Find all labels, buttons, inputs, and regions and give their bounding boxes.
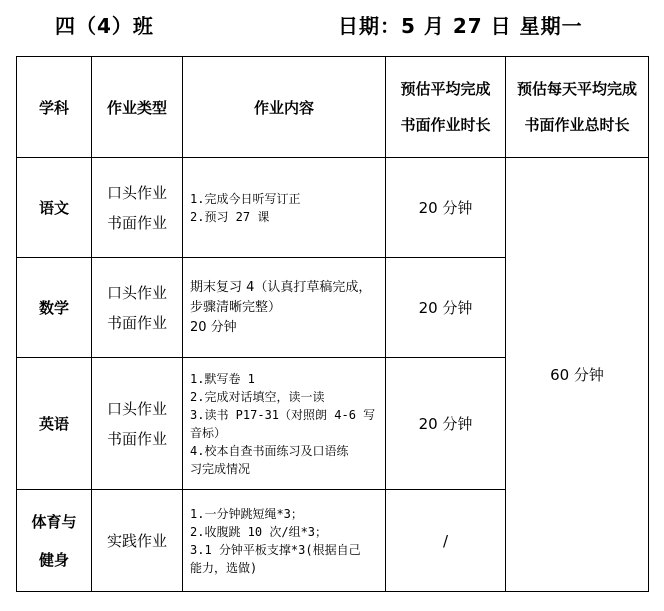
time-cell: /: [386, 490, 506, 592]
type-cell: 实践作业: [92, 490, 183, 592]
content-line: 4.校本自查书面练习及口语练: [190, 443, 349, 458]
subject-cell: 数学: [17, 258, 92, 358]
col-daily-total-line1: 预估每天平均完成: [516, 80, 637, 98]
content-line: 1.默写卷 1: [190, 371, 255, 386]
type-line: 书面作业: [106, 213, 167, 232]
content-line: 2.预习 27 课: [190, 209, 270, 224]
time-cell: 20 分钟: [386, 158, 506, 258]
col-subject: 学科: [17, 57, 92, 158]
type-cell: [92, 158, 183, 258]
col-type: 作业类型: [92, 57, 183, 158]
subject-cell: 语文: [17, 158, 92, 258]
type-cell: [92, 358, 183, 490]
date-label: 日期：5 月 27 日 星期一: [338, 14, 583, 38]
content-line: 1.一分钟跳短绳*3；: [190, 506, 303, 521]
col-daily-total: [506, 57, 649, 158]
col-avg-time-line1: 预估平均完成: [400, 80, 491, 98]
time-cell: 20 分钟: [386, 258, 506, 358]
content-cell: [183, 490, 386, 592]
content-line: 期末复习 4（认真打草稿完成，: [190, 279, 372, 295]
header: [0, 10, 664, 44]
content-line: 音标）: [190, 425, 227, 440]
subject-cell: 英语: [17, 358, 92, 490]
table-header-row: [17, 57, 649, 158]
time-cell: 20 分钟: [386, 358, 506, 490]
content-line: 20 分钟: [190, 319, 237, 335]
col-content: 作业内容: [183, 57, 386, 158]
type-line: 口头作业: [106, 399, 167, 418]
type-line: 书面作业: [106, 313, 167, 332]
content-cell: [183, 258, 386, 358]
content-line: 能力，选做): [190, 560, 258, 575]
type-line: 口头作业: [106, 283, 167, 302]
content-line: 步骤清晰完整）: [190, 299, 282, 315]
content-cell: [183, 158, 386, 258]
type-line: 书面作业: [106, 429, 167, 448]
homework-table: [16, 56, 649, 592]
type-cell: [92, 258, 183, 358]
col-avg-time: [386, 57, 506, 158]
subject-line: 体育与: [31, 512, 77, 531]
type-line: 口头作业: [106, 183, 167, 202]
content-line: 2.完成对话填空，读一读: [190, 389, 325, 404]
table-row-chinese: [17, 158, 649, 258]
content-line: 3.1 分钟平板支撑*3(根据自己: [190, 542, 361, 557]
subject-line: 健身: [38, 550, 69, 569]
class-label: 四（4）班: [55, 14, 154, 38]
content-line: 习完成情况: [190, 461, 251, 476]
content-line: 3.读书 P17-31（对照朗 4-6 写: [190, 407, 376, 422]
col-avg-time-line2: 书面作业时长: [400, 116, 491, 134]
subject-cell: [17, 490, 92, 592]
content-line: 2.收腹跳 10 次/组*3；: [190, 524, 328, 539]
content-cell: [183, 358, 386, 490]
content-line: 1.完成今日听写订正: [190, 191, 301, 206]
daily-total-cell: 60 分钟: [506, 158, 649, 592]
col-daily-total-line2: 书面作业总时长: [524, 116, 630, 134]
